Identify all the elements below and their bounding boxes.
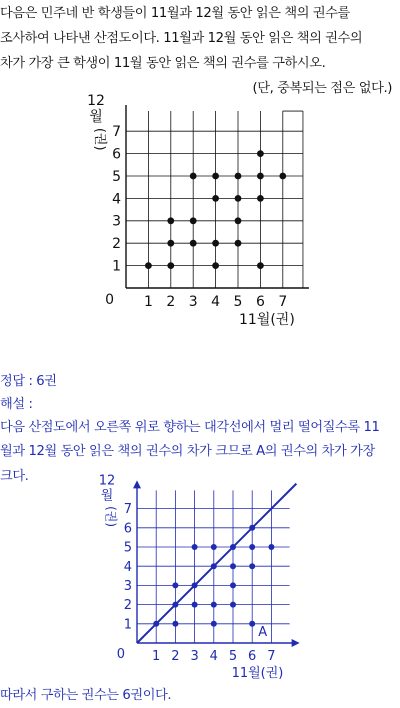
chart1-data-point: [279, 173, 286, 180]
chart1-x-tick-label: 2: [166, 294, 176, 310]
chart1-y-tick-label: 2: [112, 236, 121, 253]
chart2-data-point: [153, 621, 159, 627]
chart2-x-tick-label: 2: [171, 649, 180, 664]
chart2-y-tick-label: 7: [123, 502, 132, 518]
chart2-y-tick-label: 6: [123, 521, 132, 537]
chart1-data-point: [212, 262, 219, 269]
chart2-data-point: [211, 621, 217, 627]
chart2-x-tick-label: 7: [267, 649, 276, 664]
chart2-data-point: [192, 602, 198, 608]
chart2-data-point: [249, 544, 255, 550]
explanation-label: 해설 :: [0, 397, 33, 412]
chart1-data-point: [235, 173, 242, 180]
answer-line: 정답 : 6권: [0, 374, 57, 389]
problem-line-2: 조사하여 나타낸 산점도이다. 11월과 12월 동안 읽은 책의 권수의: [0, 31, 363, 46]
chart2-y-tick-label: 5: [123, 540, 132, 556]
chart2-data-point: [249, 525, 255, 531]
chart1-data-point: [190, 240, 197, 247]
chart1-x-tick-label: 7: [278, 294, 288, 310]
chart2-x-tick-label: 3: [190, 649, 199, 664]
chart2-annotation-label: A: [258, 624, 268, 640]
chart1-data-point: [190, 173, 197, 180]
chart2-data-point: [230, 602, 236, 608]
chart2-data-point: [268, 544, 274, 550]
chart1-y-tick-label: 4: [112, 191, 121, 208]
chart2-x-arrow: [292, 639, 300, 647]
chart1-y-tick-label: 7: [112, 124, 121, 141]
chart2-y-axis-title-month: 월: [100, 488, 114, 504]
chart1-y-tick-label: 1: [112, 258, 121, 275]
chart1-x-tick-label: 5: [233, 294, 243, 310]
conclusion-line: 따라서 구하는 권수는 6권이다.: [0, 688, 172, 703]
chart1-data-point: [167, 217, 174, 224]
chart2-y-arrow: [133, 480, 141, 488]
chart1-y-tick-label: 3: [112, 213, 121, 230]
explanation-line-2: 월과 12월 동안 읽은 책의 권수의 차가 크므로 A의 권수의 차가 가장: [0, 444, 375, 459]
chart1-data-point: [235, 217, 242, 224]
chart1-y-axis-title-num: 12: [87, 93, 105, 110]
chart2-data-point: [211, 544, 217, 550]
chart2-y-axis-title-unit: (권): [104, 506, 118, 528]
chart1-data-point: [212, 173, 219, 180]
chart1-x-tick-label: 3: [188, 294, 198, 310]
chart1-x-tick-label: 4: [211, 294, 221, 310]
chart1-data-point: [212, 195, 219, 202]
explanation-line-3: 크다.: [0, 469, 29, 484]
chart1-data-point: [145, 262, 152, 269]
chart2-x-tick-label: 5: [228, 649, 238, 664]
chart1-data-point: [235, 195, 242, 202]
chart1-data-point: [167, 262, 174, 269]
chart2-y-tick-label: 2: [123, 598, 132, 614]
chart1-data-point: [257, 150, 264, 157]
chart2-y-tick-label: 4: [123, 559, 132, 575]
chart1-data-point: [190, 217, 197, 224]
chart1-y-axis-title-unit: (권): [92, 127, 107, 151]
chart2-data-point: [192, 582, 198, 588]
chart2-y-tick-label: 3: [123, 578, 132, 594]
chart2-data-point: [230, 544, 236, 550]
chart2-origin-label: 0: [116, 647, 125, 662]
chart1-x-tick-label: 6: [255, 294, 265, 310]
chart2-data-point: [211, 602, 217, 608]
chart2-x-tick-label: 6: [248, 649, 257, 664]
chart2-data-point: [230, 582, 236, 588]
chart2-x-tick-label: 1: [152, 649, 161, 664]
chart2-x-axis-title: 11월(권): [231, 666, 284, 681]
chart1-data-point: [212, 240, 219, 247]
chart2-y-tick-label: 1: [123, 617, 132, 633]
chart2-data-point: [172, 582, 178, 588]
chart1-origin-label: 0: [105, 292, 114, 308]
chart1-data-point: [257, 195, 264, 202]
chart2-data-point: [192, 544, 198, 550]
chart2-diagonal-line: [137, 484, 296, 643]
chart2-data-point: [249, 563, 255, 569]
chart1-data-point: [235, 240, 242, 247]
chart1-y-tick-label: 5: [112, 168, 121, 185]
chart1-data-point: [257, 262, 264, 269]
chart1-data-point: [257, 173, 264, 180]
problem-note: (단, 중복되는 점은 없다.): [252, 81, 392, 96]
chart2-data-point: [249, 621, 255, 627]
chart2-x-tick-label: 4: [209, 649, 218, 664]
chart1-data-point: [167, 240, 174, 247]
chart2-data-point: [211, 563, 217, 569]
chart1-y-axis-title-month: 월: [89, 109, 103, 126]
chart1-x-tick-label: 1: [143, 294, 153, 310]
chart2-y-axis-title-num: 12: [98, 473, 116, 489]
chart2-data-point: [172, 602, 178, 608]
chart1-y-tick-label: 6: [112, 146, 121, 163]
problem-line-1: 다음은 민주네 반 학생들이 11월과 12월 동안 읽은 책의 권수를: [0, 6, 350, 21]
explanation-line-1: 다음 산점도에서 오른쪽 위로 향하는 대각선에서 멀리 떨어질수록 11: [0, 420, 380, 435]
chart2-data-point: [172, 621, 178, 627]
problem-line-3: 차가 가장 큰 학생이 11월 동안 읽은 책의 권수를 구하시오.: [0, 56, 326, 71]
chart2-data-point: [230, 563, 236, 569]
chart1-x-axis-title: 11월(권): [239, 312, 295, 328]
